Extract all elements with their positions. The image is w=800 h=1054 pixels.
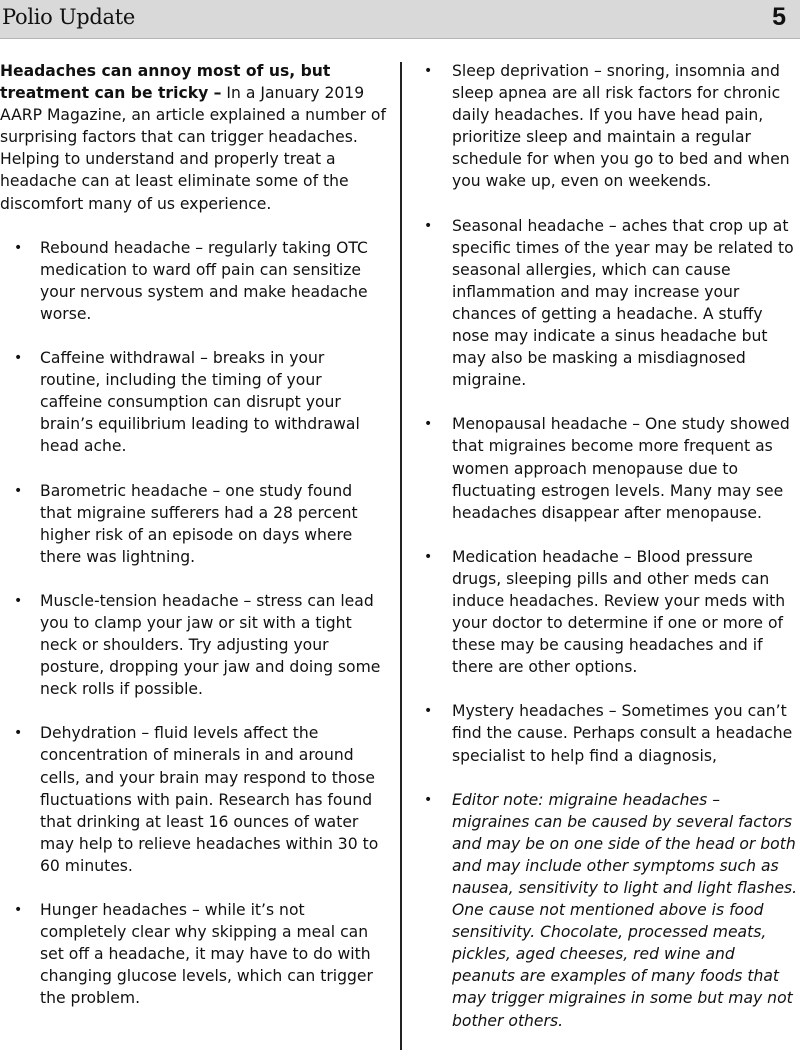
- list-item-text: Seasonal headache – aches that crop up at specific times of the year may be related to seasonal allergies, which can cause inflammation and may increase your chances of getting a headache. A stuffy nose may indicate a sinus headache but may also be masking a misdiagnosed migraine.: [452, 216, 794, 390]
- right-column: [414, 60, 800, 1054]
- left-column: [0, 60, 388, 1031]
- list-item-text: Barometric headache – one study found that migraine sufferers had a 28 percent higher risk of an episode on days where there was lightning.: [40, 481, 358, 566]
- editor-note-text: Editor note: migraine headaches – migraines can be caused by several factors and may be on one side of the head or both and may include other symptoms such as nausea, sensitivity to light and light flashes. One cause not mentioned above is food sensitivity. Chocolate, processed meats, pickles, aged cheeses, red wine and peanuts are examples of many foods that may trigger migraines in some but may not bother others.: [452, 790, 798, 1030]
- list-item-text: Caffeine withdrawal – breaks in your routine, including the timing of your caffeine consumption can disrupt your brain’s equilibrium leading to withdrawal head ache.: [40, 349, 360, 456]
- list-item: [0, 899, 388, 1009]
- list-item: [0, 480, 388, 568]
- bullet-icon: •: [424, 703, 433, 720]
- bullet-icon: •: [424, 791, 433, 808]
- intro-paragraph: [0, 60, 388, 215]
- list-item: [0, 590, 388, 700]
- page-number: 5: [772, 3, 786, 31]
- list-item: [414, 215, 800, 392]
- list-item: [414, 60, 800, 193]
- bullet-icon: •: [14, 902, 23, 918]
- right-bullet-list: [414, 60, 800, 1032]
- newsletter-title: Polio Update: [2, 5, 136, 29]
- list-item-text: Dehydration – fluid levels affect the concentration of minerals in and around cells, and your brain may respond to those fluctuations with pain. Research has found that drinking at least 16 ounces of water may help to relieve headaches within 30 to 60 minutes.: [40, 724, 379, 875]
- bullet-icon: •: [14, 725, 23, 742]
- bullet-icon: •: [424, 416, 433, 433]
- list-item: [414, 700, 800, 766]
- bullet-icon: •: [424, 217, 433, 234]
- left-bullet-list: [0, 237, 388, 1010]
- list-item-text: Medication headache – Blood pressure drugs, sleeping pills and other meds can induce headaches. Review your meds with your doctor to determine if one or more of these may be causing headaches and if there are other options.: [452, 547, 786, 677]
- column-divider: [400, 62, 402, 1050]
- bullet-icon: •: [14, 592, 23, 609]
- editor-note: [414, 789, 800, 1032]
- bullet-icon: •: [424, 548, 433, 565]
- bullet-icon: •: [14, 482, 23, 499]
- intro-body: In a January 2019 AARP Magazine, an article explained a number of surprising factors that can trigger headaches. Helping to understand and properly treat a headache can at least eliminate some of the discomfort many of us experience.: [0, 84, 386, 213]
- list-item-text: Hunger headaches – while it’s not completely clear why skipping a meal can set off a headache, it may have to do with changing glucose levels, which can trigger the problem.: [40, 901, 373, 1008]
- list-item: [414, 546, 800, 679]
- list-item: [0, 237, 388, 325]
- list-item-text: Muscle-tension headache – stress can lead you to clamp your jaw or sit with a tight neck or shoulders. Try adjusting your posture, dropping your jaw and doing some neck rolls if possible.: [40, 591, 381, 699]
- list-item: [414, 413, 800, 523]
- intro-headline: Headaches can annoy most of us, but treatment can be tricky –: [0, 62, 331, 103]
- bullet-icon: •: [14, 239, 23, 256]
- list-item-text: Mystery headaches – Sometimes you can’t find the cause. Perhaps consult a headache specialist to help find a diagnosis,: [452, 702, 793, 765]
- bullet-icon: •: [424, 63, 433, 79]
- list-item-text: Menopausal headache – One study showed that migraines become more frequent as women approach menopause due to fluctuating estrogen levels. Many may see headaches disappear after menopause.: [452, 415, 790, 522]
- list-item-text: Sleep deprivation – snoring, insomnia and sleep apnea are all risk factors for chronic daily headaches. If you have head pain, prioritize sleep and maintain a regular schedule for when you go to bed and when you wake up, even on weekends.: [452, 62, 790, 191]
- list-item: [0, 347, 388, 457]
- page-header: [0, 0, 800, 39]
- list-item: [0, 722, 388, 877]
- list-item-text: Rebound headache – regularly taking OTC medication to ward off pain can sensitize your nervous system and make headache worse.: [40, 238, 368, 323]
- bullet-icon: •: [14, 350, 23, 367]
